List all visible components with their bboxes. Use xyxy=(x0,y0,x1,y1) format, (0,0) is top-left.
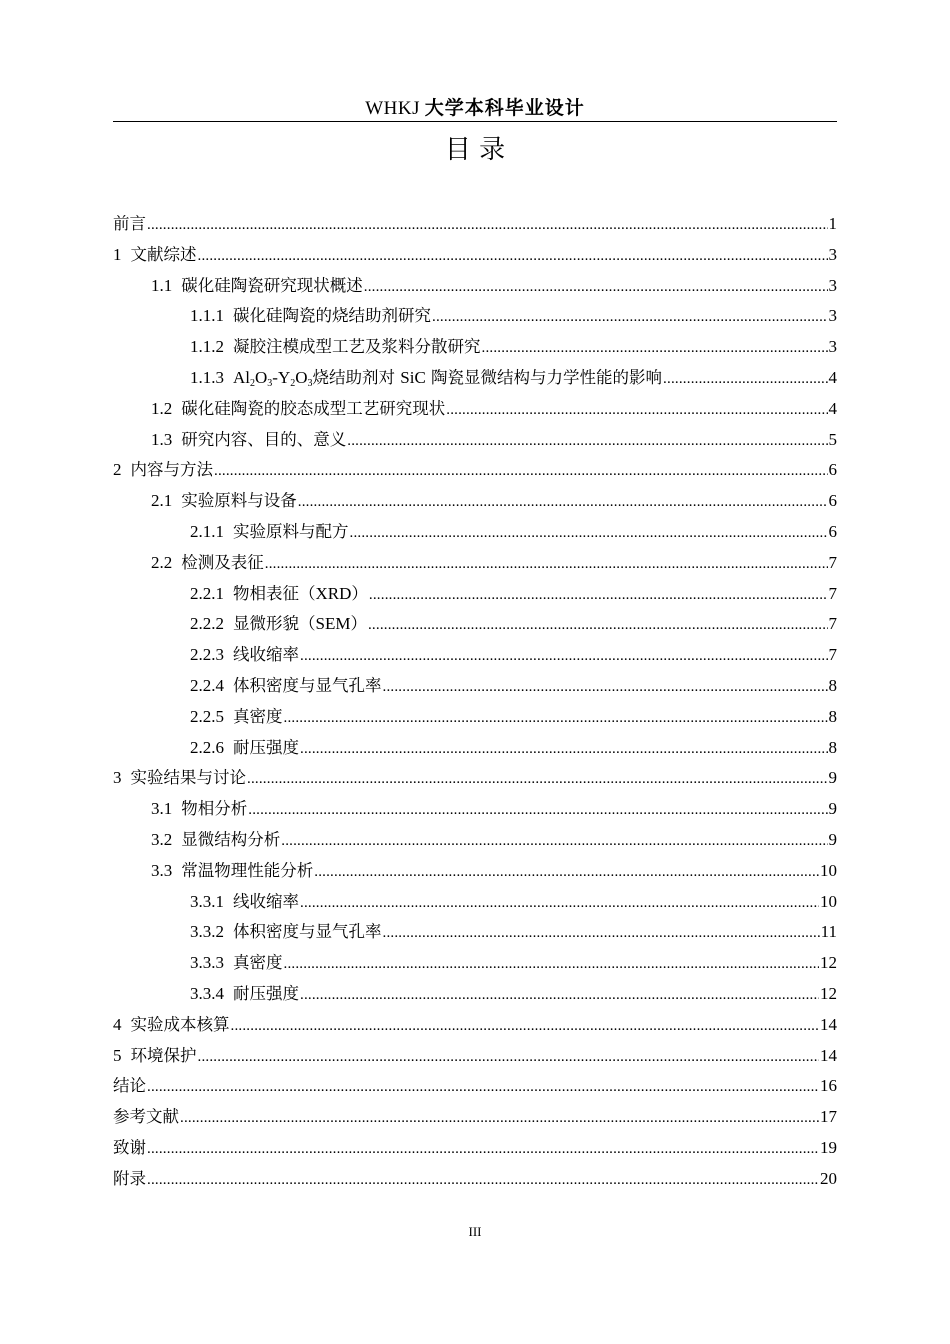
toc-entry[interactable] xyxy=(113,271,837,302)
toc-entry-title: 物相表征（XRD） xyxy=(233,583,368,603)
toc-entry-page: 8 xyxy=(828,737,837,757)
toc-dot-leader xyxy=(147,210,828,241)
toc-entry[interactable] xyxy=(113,425,837,456)
toc-entry-page: 3 xyxy=(828,306,837,326)
toc-entry[interactable] xyxy=(113,640,837,671)
toc-dot-leader xyxy=(347,426,827,457)
toc-entry-page: 6 xyxy=(828,491,837,511)
toc-dot-leader xyxy=(482,333,828,364)
toc-entry-page: 5 xyxy=(828,429,837,449)
toc-dot-leader xyxy=(383,672,828,703)
toc-entry-number: 1.2 xyxy=(151,398,173,418)
toc-entry[interactable] xyxy=(113,979,837,1010)
toc-dot-leader xyxy=(214,456,828,487)
toc-dot-leader xyxy=(663,364,827,395)
toc-entry-title: 体积密度与显气孔率 xyxy=(233,922,382,942)
toc-entry[interactable] xyxy=(113,332,837,363)
toc-dot-leader xyxy=(369,580,828,611)
toc-dot-leader xyxy=(314,857,819,888)
toc-entry[interactable] xyxy=(113,671,837,702)
toc-entry-title: $Al_2O_3-Y_2O_3$烧结助剂对 SiC 陶瓷显微结构与力学性能的影响 xyxy=(233,367,663,389)
toc-entry[interactable] xyxy=(113,1102,837,1133)
toc-entry-number: 2.1 xyxy=(151,491,173,511)
toc-entry-page: 1 xyxy=(828,214,837,233)
toc-entry-page: 11 xyxy=(820,922,837,942)
toc-entry-page: 7 xyxy=(828,645,837,665)
toc-entry[interactable] xyxy=(113,486,837,517)
toc-dot-leader xyxy=(284,949,820,980)
toc-entry-page: 7 xyxy=(828,583,837,603)
toc-entry-number: 4 xyxy=(113,1014,122,1034)
toc-entry[interactable] xyxy=(113,363,837,394)
toc-entry-page: 7 xyxy=(828,552,837,572)
toc-dot-leader xyxy=(284,703,828,734)
toc-entry-title: 耐压强度 xyxy=(233,983,299,1003)
toc-dot-leader xyxy=(383,918,820,949)
toc-entry-title: 实验原料与配方 xyxy=(233,521,349,541)
toc-dot-leader xyxy=(350,518,828,549)
toc-dot-leader xyxy=(198,241,828,272)
toc-entry-page: 16 xyxy=(820,1076,837,1096)
toc-entry-number: 3 xyxy=(113,768,122,788)
toc-entry-title: 耐压强度 xyxy=(233,737,299,757)
toc-entry-page: 14 xyxy=(820,1045,837,1065)
toc-dot-leader xyxy=(265,549,828,580)
toc-entry-title: 实验结果与讨论 xyxy=(130,768,246,788)
toc-dot-leader xyxy=(300,641,828,672)
toc-dot-leader xyxy=(147,1072,819,1103)
toc-entry-title: 检测及表征 xyxy=(181,552,264,572)
toc-entry-title: 线收缩率 xyxy=(233,645,299,665)
toc-entry-title: 体积密度与显气孔率 xyxy=(233,675,382,695)
toc-entry-title: 碳化硅陶瓷的胶态成型工艺研究现状 xyxy=(181,398,446,418)
toc-entry-number: 2.2.1 xyxy=(190,583,224,603)
toc-entry-number: 5 xyxy=(113,1045,122,1065)
toc-entry-number: 1.3 xyxy=(151,429,173,449)
toc-entry-page: 12 xyxy=(820,983,837,1003)
header-rule xyxy=(113,121,837,122)
toc-entry-number: 2.2.5 xyxy=(190,706,224,726)
toc-entry-number: 1.1.2 xyxy=(190,337,224,357)
toc-entry[interactable] xyxy=(113,887,837,918)
toc-entry[interactable] xyxy=(113,579,837,610)
toc-entry[interactable] xyxy=(113,1164,837,1195)
toc-entry-page: 10 xyxy=(820,860,837,880)
toc-entry-title: 实验原料与设备 xyxy=(181,491,297,511)
toc-entry[interactable] xyxy=(113,609,837,640)
toc-entry-page: 3 xyxy=(828,275,837,295)
toc-entry[interactable] xyxy=(113,702,837,733)
toc-entry-title: 物相分析 xyxy=(181,799,248,819)
page-title: 目 录 xyxy=(444,135,506,165)
toc-entry-title: 附录 xyxy=(113,1168,146,1188)
toc-entry-number: 3.3.4 xyxy=(190,983,224,1003)
toc-entry-page: 6 xyxy=(828,521,837,541)
toc-entry-number: 2.2 xyxy=(151,552,173,572)
toc-dot-leader xyxy=(198,1042,820,1073)
toc-dot-leader xyxy=(300,888,819,919)
toc-entry-title: 参考文献 xyxy=(113,1107,179,1127)
toc-dot-leader xyxy=(368,610,828,641)
toc-entry[interactable] xyxy=(113,209,837,240)
toc-entry-page: 8 xyxy=(828,706,837,726)
toc-dot-leader xyxy=(247,764,828,795)
toc-entry[interactable] xyxy=(113,948,837,979)
toc-entry-title: 显微形貌（SEM） xyxy=(233,614,367,634)
toc-entry[interactable] xyxy=(113,763,837,794)
toc-entry-title: 碳化硅陶瓷的烧结助剂研究 xyxy=(233,306,431,326)
toc-entry-title: 真密度 xyxy=(233,953,283,973)
toc-entry[interactable] xyxy=(113,1133,837,1164)
toc-entry-page: 9 xyxy=(828,829,837,849)
toc-dot-leader xyxy=(300,980,819,1011)
toc-entry[interactable] xyxy=(113,856,837,887)
toc-entry[interactable] xyxy=(113,733,837,764)
toc-dot-leader xyxy=(231,1011,820,1042)
toc-entry-number: 1.1 xyxy=(151,275,173,295)
toc-entry[interactable] xyxy=(113,825,837,856)
toc-entry-page: 6 xyxy=(828,460,837,480)
toc-entry-number: 3.3.1 xyxy=(190,891,224,911)
toc-entry-number: 3.2 xyxy=(151,829,173,849)
page-number: III xyxy=(468,1224,482,1239)
toc-entry-title: 环境保护 xyxy=(130,1045,197,1065)
toc-entry-number: 3.3.2 xyxy=(190,922,224,942)
toc-entry-number: 2.2.6 xyxy=(190,737,224,757)
page-header xyxy=(113,96,837,120)
toc-dot-leader xyxy=(147,1165,819,1196)
toc-entry[interactable] xyxy=(113,1041,837,1072)
toc-entry-title: 前言 xyxy=(113,214,146,233)
toc-entry-page: 9 xyxy=(828,768,837,788)
toc-dot-leader xyxy=(248,795,827,826)
toc-entry-page: 9 xyxy=(828,799,837,819)
toc-dot-leader xyxy=(364,272,828,303)
toc-entry[interactable] xyxy=(113,1010,837,1041)
toc-entry[interactable] xyxy=(113,455,837,486)
toc-entry[interactable] xyxy=(113,301,837,332)
toc-dot-leader xyxy=(147,1134,819,1165)
toc-entry-page: 3 xyxy=(828,244,837,264)
header-school-code: WHKJ xyxy=(365,98,420,119)
toc-entry-number: 3.1 xyxy=(151,799,173,819)
toc-entry-title: 线收缩率 xyxy=(233,891,299,911)
toc-entry[interactable] xyxy=(113,1071,837,1102)
toc-dot-leader xyxy=(432,302,828,333)
toc-dot-leader xyxy=(298,487,828,518)
toc-entry[interactable] xyxy=(113,548,837,579)
toc-entry-page: 19 xyxy=(820,1137,837,1157)
toc-entry-number: 2.2.4 xyxy=(190,675,224,695)
toc-entry-title: 结论 xyxy=(113,1076,146,1096)
toc-entry-page: 10 xyxy=(820,891,837,911)
toc-entry-number: 1.1.3 xyxy=(190,367,224,387)
toc-entry-number: 2.1.1 xyxy=(190,521,224,541)
toc-entry-title: 致谢 xyxy=(113,1137,146,1157)
toc-entry[interactable] xyxy=(113,917,837,948)
toc-dot-leader xyxy=(180,1103,819,1134)
toc-entry-number: 2 xyxy=(113,460,122,480)
toc-entry-number: 2.2.3 xyxy=(190,645,224,665)
toc-dot-leader xyxy=(281,826,827,857)
toc-entry[interactable] xyxy=(113,794,837,825)
toc-entry[interactable] xyxy=(113,394,837,425)
toc-entry-page: 14 xyxy=(820,1014,837,1034)
toc-entry-number: 1 xyxy=(113,244,122,264)
toc-entry-title: 内容与方法 xyxy=(130,460,213,480)
toc-entry-page: 7 xyxy=(828,614,837,634)
toc-entry-page: 8 xyxy=(828,675,837,695)
header-school-title: 大学本科毕业设计 xyxy=(424,97,585,119)
toc-entry-page: 20 xyxy=(820,1168,837,1188)
toc-entry-title: 凝胶注模成型工艺及浆料分散研究 xyxy=(233,337,481,357)
toc-entry-number: 3.3 xyxy=(151,860,173,880)
toc-entry-page: 4 xyxy=(828,367,837,387)
toc-entry-number: 2.2.2 xyxy=(190,614,224,634)
toc-entry-title: 显微结构分析 xyxy=(181,829,281,849)
toc-entry-page: 12 xyxy=(820,953,837,973)
toc-entry-title: 真密度 xyxy=(233,706,283,726)
toc-entry[interactable] xyxy=(113,240,837,271)
toc-entry-number: 1.1.1 xyxy=(190,306,224,326)
toc-dot-leader xyxy=(300,734,828,765)
toc-entry-page: 4 xyxy=(828,398,837,418)
toc-entry[interactable] xyxy=(113,517,837,548)
toc-entry-title: 研究内容、目的、意义 xyxy=(181,429,347,449)
toc-entry-title: 文献综述 xyxy=(130,244,197,264)
toc-entry-page: 3 xyxy=(828,337,837,357)
toc-dot-leader xyxy=(446,395,827,426)
toc-entry-title: 碳化硅陶瓷研究现状概述 xyxy=(181,275,363,295)
toc-entry-number: 3.3.3 xyxy=(190,953,224,973)
toc-entry-title: 常温物理性能分析 xyxy=(181,860,314,880)
table-of-contents xyxy=(113,209,837,1195)
toc-entry-title: 实验成本核算 xyxy=(130,1014,230,1034)
toc-entry-page: 17 xyxy=(820,1107,837,1127)
